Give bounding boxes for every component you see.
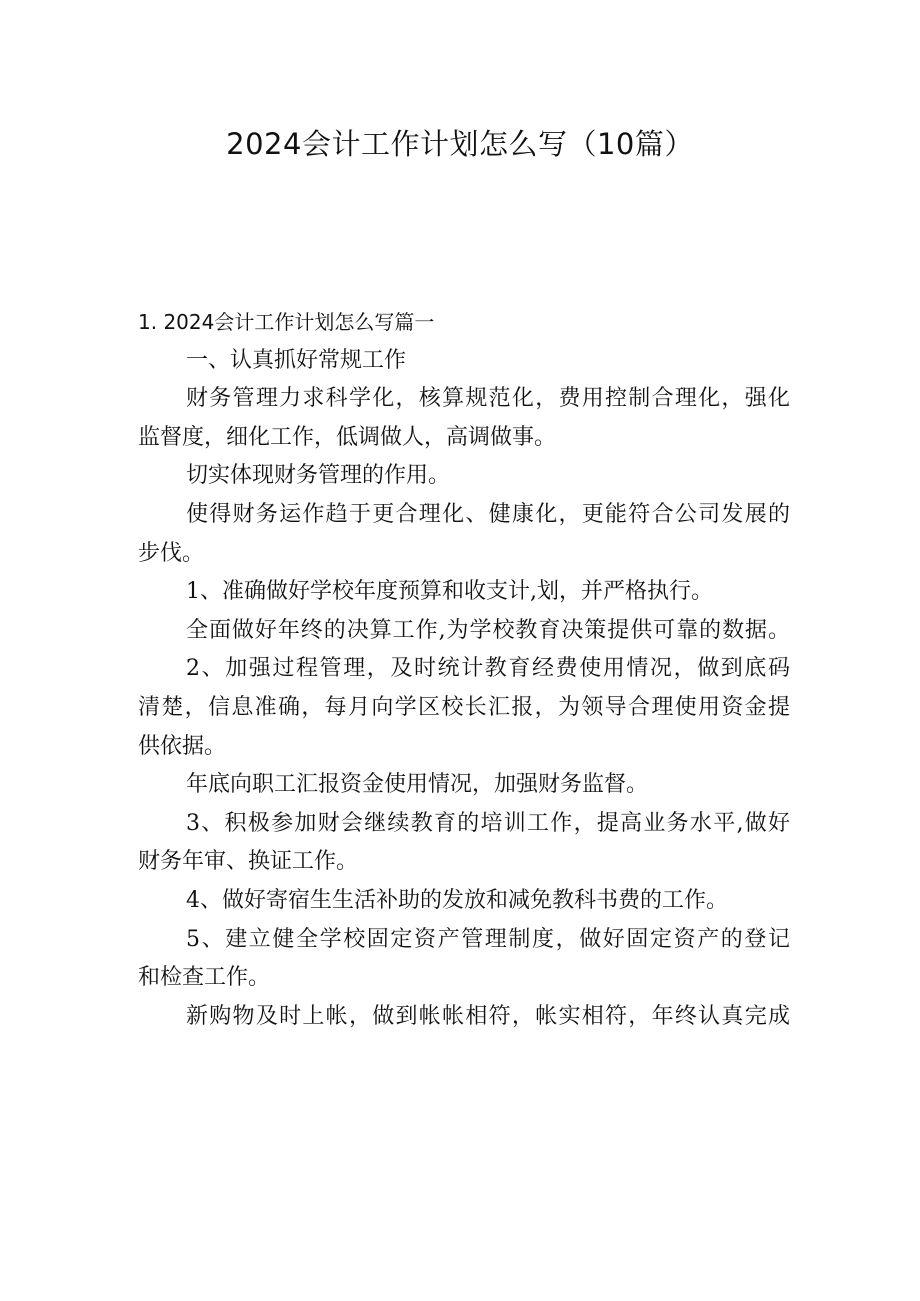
- paragraph-line: 供依据。: [138, 733, 227, 759]
- document-title: 2024会计工作计划怎么写（10篇）: [226, 127, 694, 161]
- paragraph-line: 5、建立健全学校固定资产管理制度，做好固定资产的登记: [186, 926, 790, 952]
- paragraph-line: 和检查工作。: [138, 965, 271, 991]
- paragraph-line: 新购物及时上帐，做到帐帐相符，帐实相符，年终认真完成: [186, 1003, 790, 1029]
- paragraph-line: 监督度，细化工作，低调做人，高调做事。: [138, 424, 557, 450]
- paragraph-line: 切实体现财务管理的作用。: [186, 463, 451, 489]
- paragraph-line: 财务管理力求科学化，核算规范化，费用控制合理化，强化: [186, 386, 790, 412]
- paragraph-line: 使得财务运作趋于更合理化、健康化，更能符合公司发展的: [186, 501, 790, 527]
- paragraph-line: 步伐。: [138, 540, 205, 566]
- paragraph-line: 清楚，信息准确，每月向学区校长汇报，为领导合理使用资金提: [138, 694, 790, 720]
- paragraph-line: 2、加强过程管理，及时统计教育经费使用情况，做到底码: [186, 656, 790, 682]
- section-heading: 1. 2024会计工作计划怎么写篇一: [138, 310, 435, 334]
- paragraph-line: 4、做好寄宿生生活补助的发放和减免教科书费的工作。: [186, 887, 728, 913]
- document-body: [138, 303, 790, 1036]
- paragraph-line: 一、认真抓好常规工作: [186, 347, 407, 373]
- paragraph-line: 1、准确做好学校年度预算和收支计,划，并严格执行。: [186, 579, 713, 605]
- paragraph-line: 财务年审、换证工作。: [138, 849, 359, 875]
- paragraph-line: 年底向职工汇报资金使用情况，加强财务监督。: [186, 772, 649, 798]
- paragraph-line: 全面做好年终的决算工作,为学校教育决策提供可靠的数据。: [186, 617, 790, 643]
- paragraph-line: 3、积极参加财会继续教育的培训工作，提高业务水平,做好: [186, 810, 790, 836]
